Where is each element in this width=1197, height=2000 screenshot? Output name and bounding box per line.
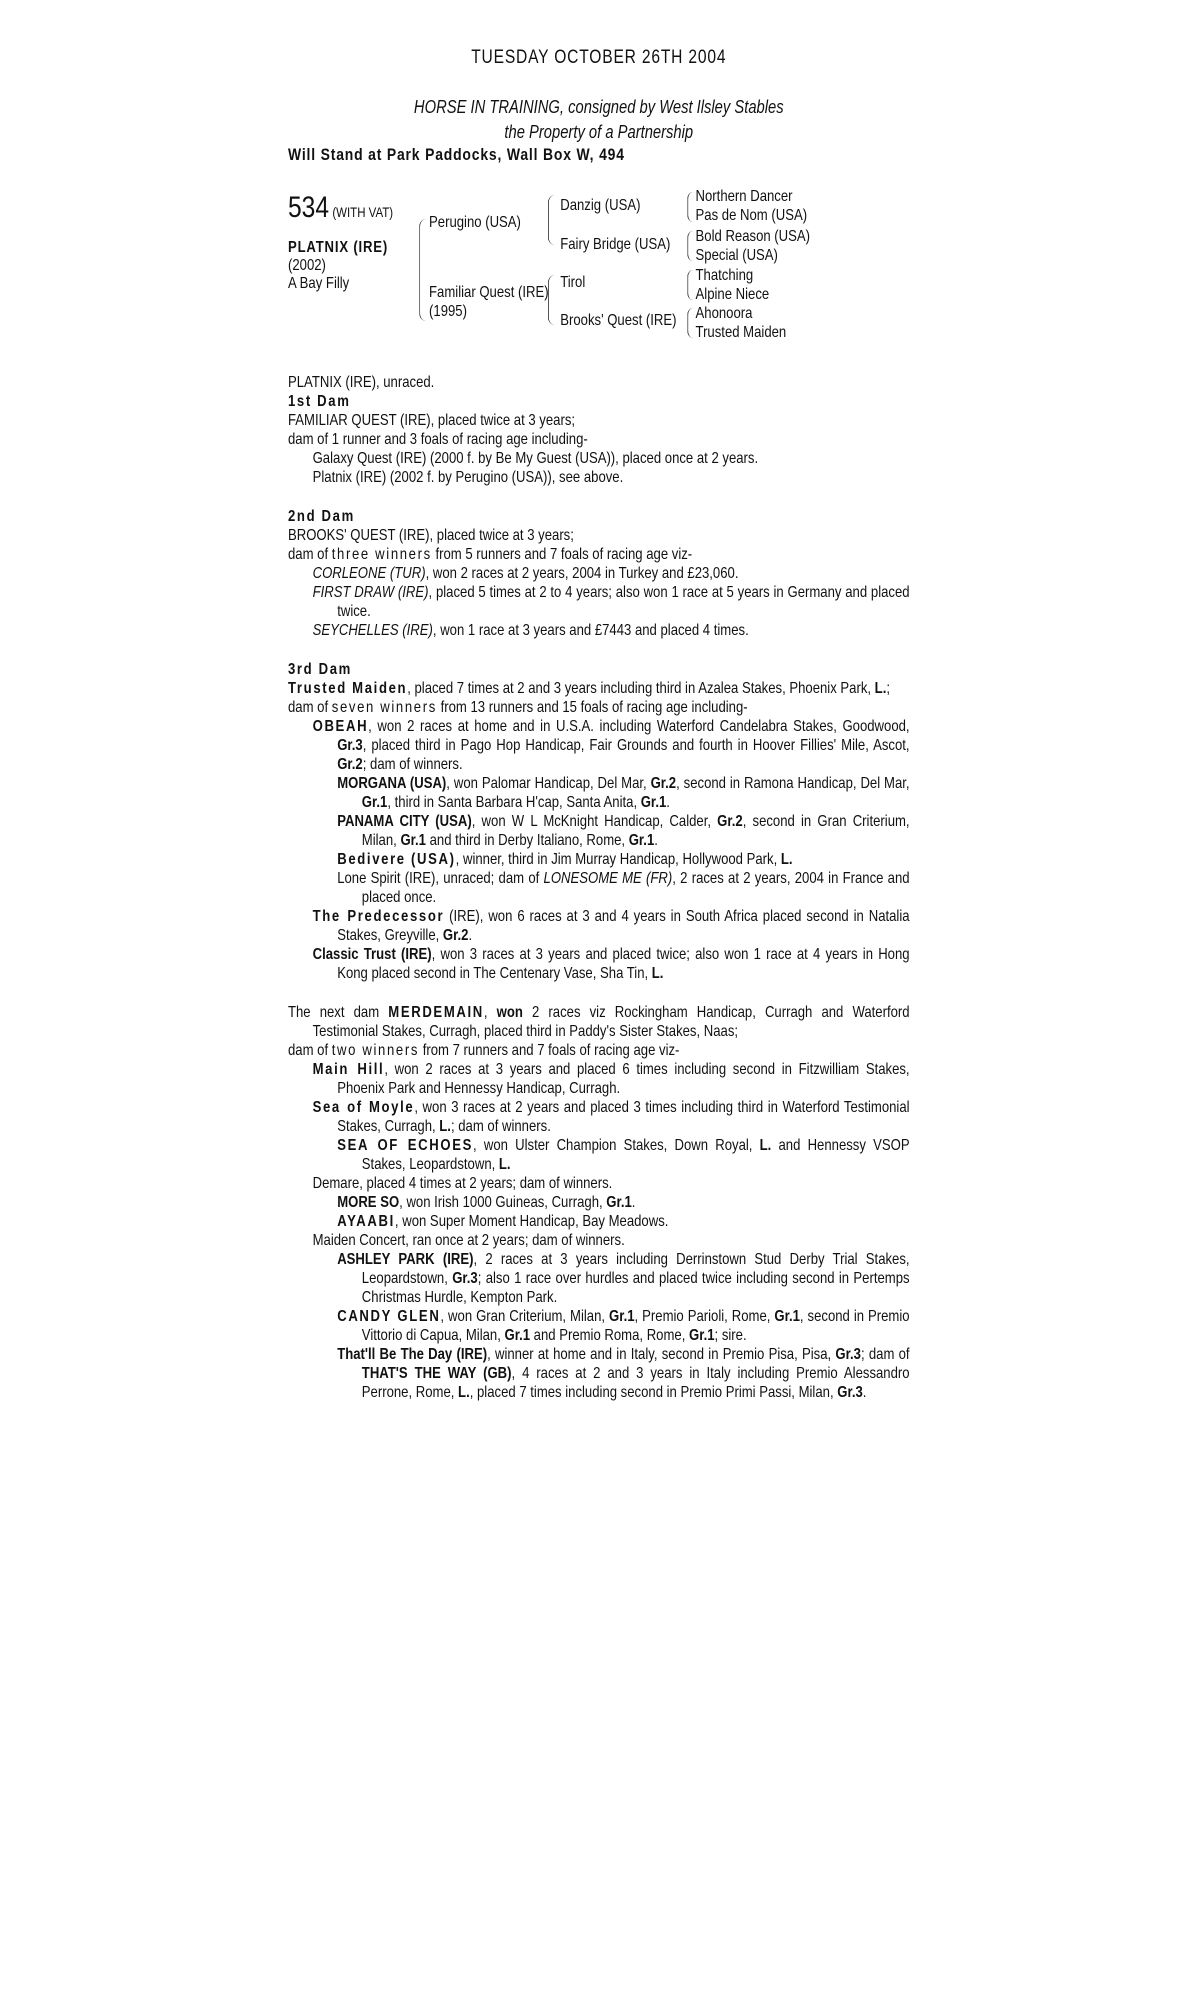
first-dam-section bbox=[288, 373, 910, 487]
first-dam-record: FAMILIAR QUEST (IRE), placed twice at 3 years; bbox=[288, 412, 576, 429]
sire-dam-sire: Bold Reason (USA) bbox=[695, 228, 811, 245]
third-dam-record: Trusted Maiden, placed 7 times at 2 and 3 years including third in Azalea Stakes, Phoenix Park, L.; bbox=[288, 680, 890, 697]
next-dam-record: The next dam MERDEMAIN, won 2 races viz Rockingham Handicap, Curragh and Waterford Testimonial Stakes, Curragh, placed third in Paddy's Sister Stakes, Naas; bbox=[288, 1004, 910, 1040]
pedigree-chart bbox=[288, 189, 910, 357]
horse-description: A Bay Filly bbox=[288, 275, 350, 292]
sire: Perugino (USA) bbox=[429, 214, 521, 231]
produce-item: Demare, placed 4 times at 2 years; dam of winners. bbox=[312, 1175, 613, 1192]
pedigree-bracket bbox=[687, 270, 693, 300]
horse-name: AYAABI bbox=[337, 1213, 395, 1230]
horse-name: PANAMA CITY (USA) bbox=[337, 813, 472, 830]
horse-name: The Predecessor bbox=[312, 908, 445, 925]
produce-item: Classic Trust (IRE), won 3 races at 3 years and placed twice; also won 1 race at 4 years in Hong Kong placed second in The Centenary Vase, Sha Tin, L. bbox=[312, 946, 910, 982]
produce-item: Bedivere (USA), winner, third in Jim Murray Handicap, Hollywood Park, L. bbox=[337, 851, 793, 868]
horse-name: OBEAH bbox=[312, 718, 369, 735]
next-dam-section bbox=[288, 1003, 910, 1402]
horse-name: FIRST DRAW (IRE) bbox=[312, 584, 429, 601]
lot-number-line bbox=[288, 191, 393, 229]
produce-item: That'll Be The Day (IRE), winner at home and in Italy, second in Premio Pisa, Pisa, Gr.3; dam of THAT'S THE WAY (GB), 4 races at 2 and 3 years in Italy including Premio Alessandro Perrone, Rome, L., placed 7 times including second in Premio Primi Passi, Milan, Gr.3. bbox=[337, 1346, 910, 1401]
sale-date: TUESDAY OCTOBER 26TH 2004 bbox=[471, 47, 727, 68]
pedigree-bracket bbox=[548, 195, 555, 245]
horse-name: LONESOME ME (FR) bbox=[543, 870, 673, 887]
produce-item: CORLEONE (TUR), won 2 races at 2 years, 2004 in Turkey and £23,060. bbox=[312, 565, 739, 582]
horse-name: PLATNIX (IRE) bbox=[288, 239, 389, 256]
produce-item: AYAABI, won Super Moment Handicap, Bay Meadows. bbox=[337, 1213, 669, 1230]
pedigree-bracket bbox=[548, 275, 555, 325]
first-dam-heading: 1st Dam bbox=[288, 393, 351, 410]
third-dam-heading: 3rd Dam bbox=[288, 661, 352, 678]
ownership-line: the Property of a Partnership bbox=[504, 122, 694, 142]
horse-name: Main Hill bbox=[312, 1061, 385, 1078]
produce-item: CANDY GLEN, won Gran Criterium, Milan, Gr.1, Premio Parioli, Rome, Gr.1, second in Premio Vittorio di Capua, Milan, Gr.1 and Premio Roma, Rome, Gr.1; sire. bbox=[337, 1308, 910, 1344]
horse-name: ASHLEY PARK (IRE) bbox=[337, 1251, 474, 1268]
sire-sire: Danzig (USA) bbox=[560, 197, 641, 214]
vat-note: (WITH VAT) bbox=[332, 204, 394, 220]
second-dam-produce: dam of three winners from 5 runners and 7 foals of racing age viz- bbox=[288, 546, 693, 563]
second-dam-section bbox=[288, 507, 910, 640]
dam: Familiar Quest (IRE) bbox=[429, 284, 549, 301]
horse-name: Bedivere (USA) bbox=[337, 851, 456, 868]
third-dam-section bbox=[288, 660, 910, 983]
racing-summary: PLATNIX (IRE), unraced. bbox=[288, 374, 435, 391]
second-dam-record: BROOKS' QUEST (IRE), placed twice at 3 years; bbox=[288, 527, 574, 544]
first-dam-produce: dam of 1 runner and 3 foals of racing age including- bbox=[288, 431, 588, 448]
sire-sire-dam: Pas de Nom (USA) bbox=[695, 207, 808, 224]
horse-name: SEA OF ECHOES bbox=[337, 1137, 474, 1154]
sire-sire-sire: Northern Dancer bbox=[695, 188, 793, 205]
pedigree-bracket bbox=[687, 231, 693, 261]
foaling-year: (2002) bbox=[288, 257, 326, 274]
dam-year: (1995) bbox=[429, 303, 467, 320]
produce-item: Sea of Moyle, won 3 races at 2 years and placed 3 times including third in Waterford Testimonial Stakes, Curragh, L.; dam of winners. bbox=[312, 1099, 910, 1135]
produce-item: Lone Spirit (IRE), unraced; dam of LONESOME ME (FR), 2 races at 2 years, 2004 in France and placed once. bbox=[337, 870, 910, 906]
dam-sire-sire: Thatching bbox=[695, 267, 754, 284]
next-dam-produce: dam of two winners from 7 runners and 7 foals of racing age viz- bbox=[288, 1042, 680, 1059]
second-dam-heading: 2nd Dam bbox=[288, 508, 355, 525]
consignor-block bbox=[288, 95, 910, 145]
produce-item: Galaxy Quest (IRE) (2000 f. by Be My Guest (USA)), placed once at 2 years. bbox=[312, 450, 759, 467]
dam-sire: Tirol bbox=[560, 274, 586, 291]
sire-dam-dam: Special (USA) bbox=[695, 247, 778, 264]
produce-item: The Predecessor (IRE), won 6 races at 3 and 4 years in South Africa placed second in Natalia Stakes, Greyville, Gr.2. bbox=[312, 908, 910, 944]
horse-name: Trusted Maiden bbox=[288, 680, 408, 697]
produce-item: SEA OF ECHOES, won Ulster Champion Stakes, Down Royal, L. and Hennessy VSOP Stakes, Leopardstown, L. bbox=[337, 1137, 910, 1173]
produce-item: ASHLEY PARK (IRE), 2 races at 3 years including Derrinstown Stud Derby Trial Stakes, Leopardstown, Gr.3; also 1 race over hurdles and placed twice including second in Pertemps Christmas Hurdle, Kempton Park. bbox=[337, 1251, 910, 1306]
horse-info bbox=[288, 239, 388, 293]
dam-dam-sire: Ahonoora bbox=[695, 305, 753, 322]
produce-item: Main Hill, won 2 races at 3 years and placed 6 times including second in Fitzwilliam Stakes, Phoenix Park and Hennessy Handicap, Curragh. bbox=[312, 1061, 910, 1097]
produce-item: Platnix (IRE) (2002 f. by Perugino (USA)), see above. bbox=[312, 469, 624, 486]
horse-name: Sea of Moyle bbox=[312, 1099, 415, 1116]
lot-number: 534 bbox=[288, 191, 330, 224]
catalogue-page bbox=[288, 0, 910, 1402]
horse-name: MORE SO bbox=[337, 1194, 400, 1211]
produce-item: SEYCHELLES (IRE), won 1 race at 3 years and £7443 and placed 4 times. bbox=[312, 622, 749, 639]
dam-sire-dam: Alpine Niece bbox=[695, 286, 770, 303]
third-dam-produce: dam of seven winners from 13 runners and 15 foals of racing age including- bbox=[288, 699, 748, 716]
dam-dam-dam: Trusted Maiden bbox=[695, 324, 787, 341]
produce-item: MORE SO, won Irish 1000 Guineas, Curragh, Gr.1. bbox=[337, 1194, 636, 1211]
produce-item: FIRST DRAW (IRE), placed 5 times at 2 to 4 years; also won 1 race at 5 years in Germany and placed twice. bbox=[312, 584, 910, 620]
produce-item: OBEAH, won 2 races at home and in U.S.A. including Waterford Candelabra Stakes, Goodwood, Gr.3, placed third in Pago Hop Handicap, Fair Grounds and fourth in Hoover Fillies' Mile, Ascot, Gr.2; dam of winners. bbox=[312, 718, 910, 773]
horse-name: SEYCHELLES (IRE) bbox=[312, 622, 433, 639]
produce-item: Maiden Concert, ran once at 2 years; dam of winners. bbox=[312, 1232, 625, 1249]
stabling-location: Will Stand at Park Paddocks, Wall Box W, 494 bbox=[288, 145, 625, 164]
pedigree-bracket bbox=[419, 219, 426, 321]
pedigree-bracket bbox=[687, 308, 693, 338]
horse-name: Classic Trust (IRE) bbox=[312, 946, 432, 963]
consignor-line: HORSE IN TRAINING, consigned by West Ilsley Stables bbox=[413, 97, 784, 117]
horse-name: MORGANA (USA) bbox=[337, 775, 447, 792]
dam-dam: Brooks' Quest (IRE) bbox=[560, 312, 677, 329]
horse-name: CANDY GLEN bbox=[337, 1308, 441, 1325]
winners-count: two winners bbox=[331, 1042, 420, 1059]
produce-item: PANAMA CITY (USA), won W L McKnight Handicap, Calder, Gr.2, second in Gran Criterium, Milan, Gr.1 and third in Derby Italiano, Rome, Gr.1. bbox=[337, 813, 910, 849]
sire-dam: Fairy Bridge (USA) bbox=[560, 236, 671, 253]
winners-count: three winners bbox=[331, 546, 432, 563]
horse-name: MERDEMAIN bbox=[388, 1004, 484, 1021]
horse-name: THAT'S THE WAY (GB) bbox=[361, 1365, 512, 1382]
pedigree-bracket bbox=[687, 192, 693, 222]
winners-count: seven winners bbox=[331, 699, 437, 716]
horse-name: CORLEONE (TUR) bbox=[312, 565, 426, 582]
horse-name: That'll Be The Day (IRE) bbox=[337, 1346, 488, 1363]
produce-item: MORGANA (USA), won Palomar Handicap, Del Mar, Gr.2, second in Ramona Handicap, Del Mar, Gr.1, third in Santa Barbara H'cap, Santa Anita, Gr.1. bbox=[337, 775, 910, 811]
